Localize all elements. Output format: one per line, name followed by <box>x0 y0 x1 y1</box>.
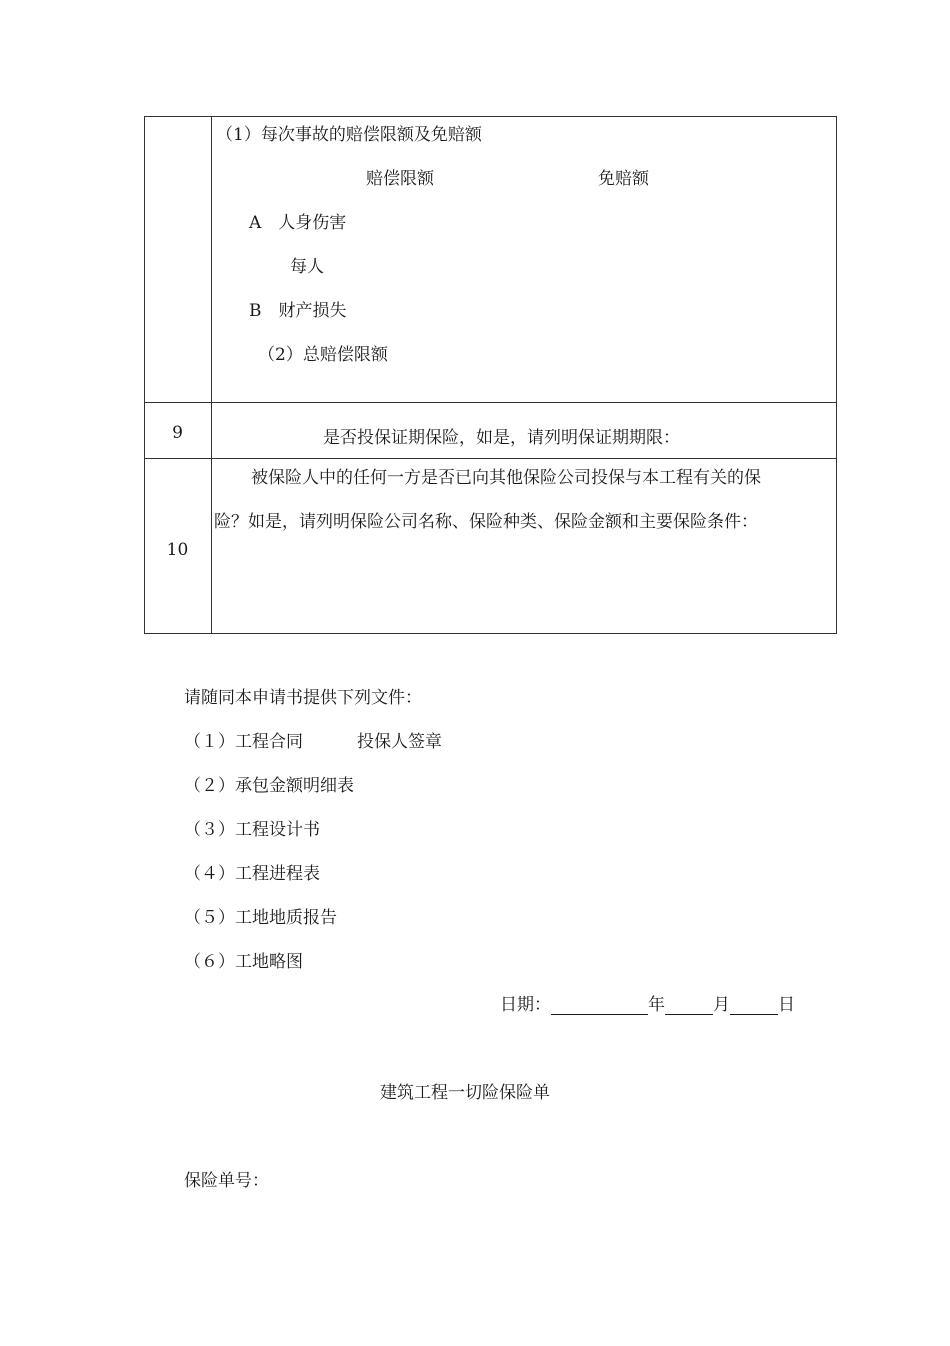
document-item: （２）承包金额明细表 <box>184 776 354 796</box>
date-year-label: 年 <box>648 995 665 1015</box>
date-month-label: 月 <box>713 995 730 1015</box>
document-item: （１）工程合同 <box>184 732 303 752</box>
policy-title: 建筑工程一切险保险单 <box>380 1083 550 1103</box>
policy-number-label: 保险单号： <box>184 1171 269 1191</box>
other-insurance-question-line1: 被保险人中的任何一方是否已向其他保险公司投保与本工程有关的保 <box>251 468 761 488</box>
row-number-9: 9 <box>172 423 183 443</box>
document-item: （６）工地略图 <box>184 952 303 972</box>
date-month-field[interactable] <box>665 996 713 1015</box>
table-row-divider <box>144 458 837 459</box>
table-row-divider <box>144 402 837 403</box>
date-line <box>500 990 795 1015</box>
item-property-damage: B 财产损失 <box>249 301 347 321</box>
column-deductible: 免赔额 <box>598 169 649 189</box>
date-day-field[interactable] <box>730 996 778 1015</box>
item-per-person: 每人 <box>290 257 324 277</box>
item-personal-injury: A 人身伤害 <box>249 213 347 233</box>
row-number-10: 10 <box>166 540 189 560</box>
date-day-label: 日 <box>778 995 795 1015</box>
document-item: （５）工地地质报告 <box>184 908 337 928</box>
document-item: （３）工程设计书 <box>184 820 320 840</box>
warranty-question: 是否投保证期保险，如是，请列明保证期期限： <box>323 428 680 448</box>
date-year-field[interactable] <box>551 996 648 1015</box>
document-item: （４）工程进程表 <box>184 864 320 884</box>
applicant-signature-label: 投保人签章 <box>357 732 442 752</box>
application-table <box>144 116 837 634</box>
table-column-divider <box>211 116 212 634</box>
total-limit-heading: （2）总赔偿限额 <box>258 345 388 365</box>
documents-intro: 请随同本申请书提供下列文件： <box>184 688 422 708</box>
date-label: 日期： <box>500 995 551 1015</box>
liability-limit-heading: （1）每次事故的赔偿限额及免赔额 <box>216 125 482 145</box>
column-compensation-limit: 赔偿限额 <box>366 169 434 189</box>
other-insurance-question-line2: 险？如是，请列明保险公司名称、保险种类、保险金额和主要保险条件： <box>214 512 758 532</box>
